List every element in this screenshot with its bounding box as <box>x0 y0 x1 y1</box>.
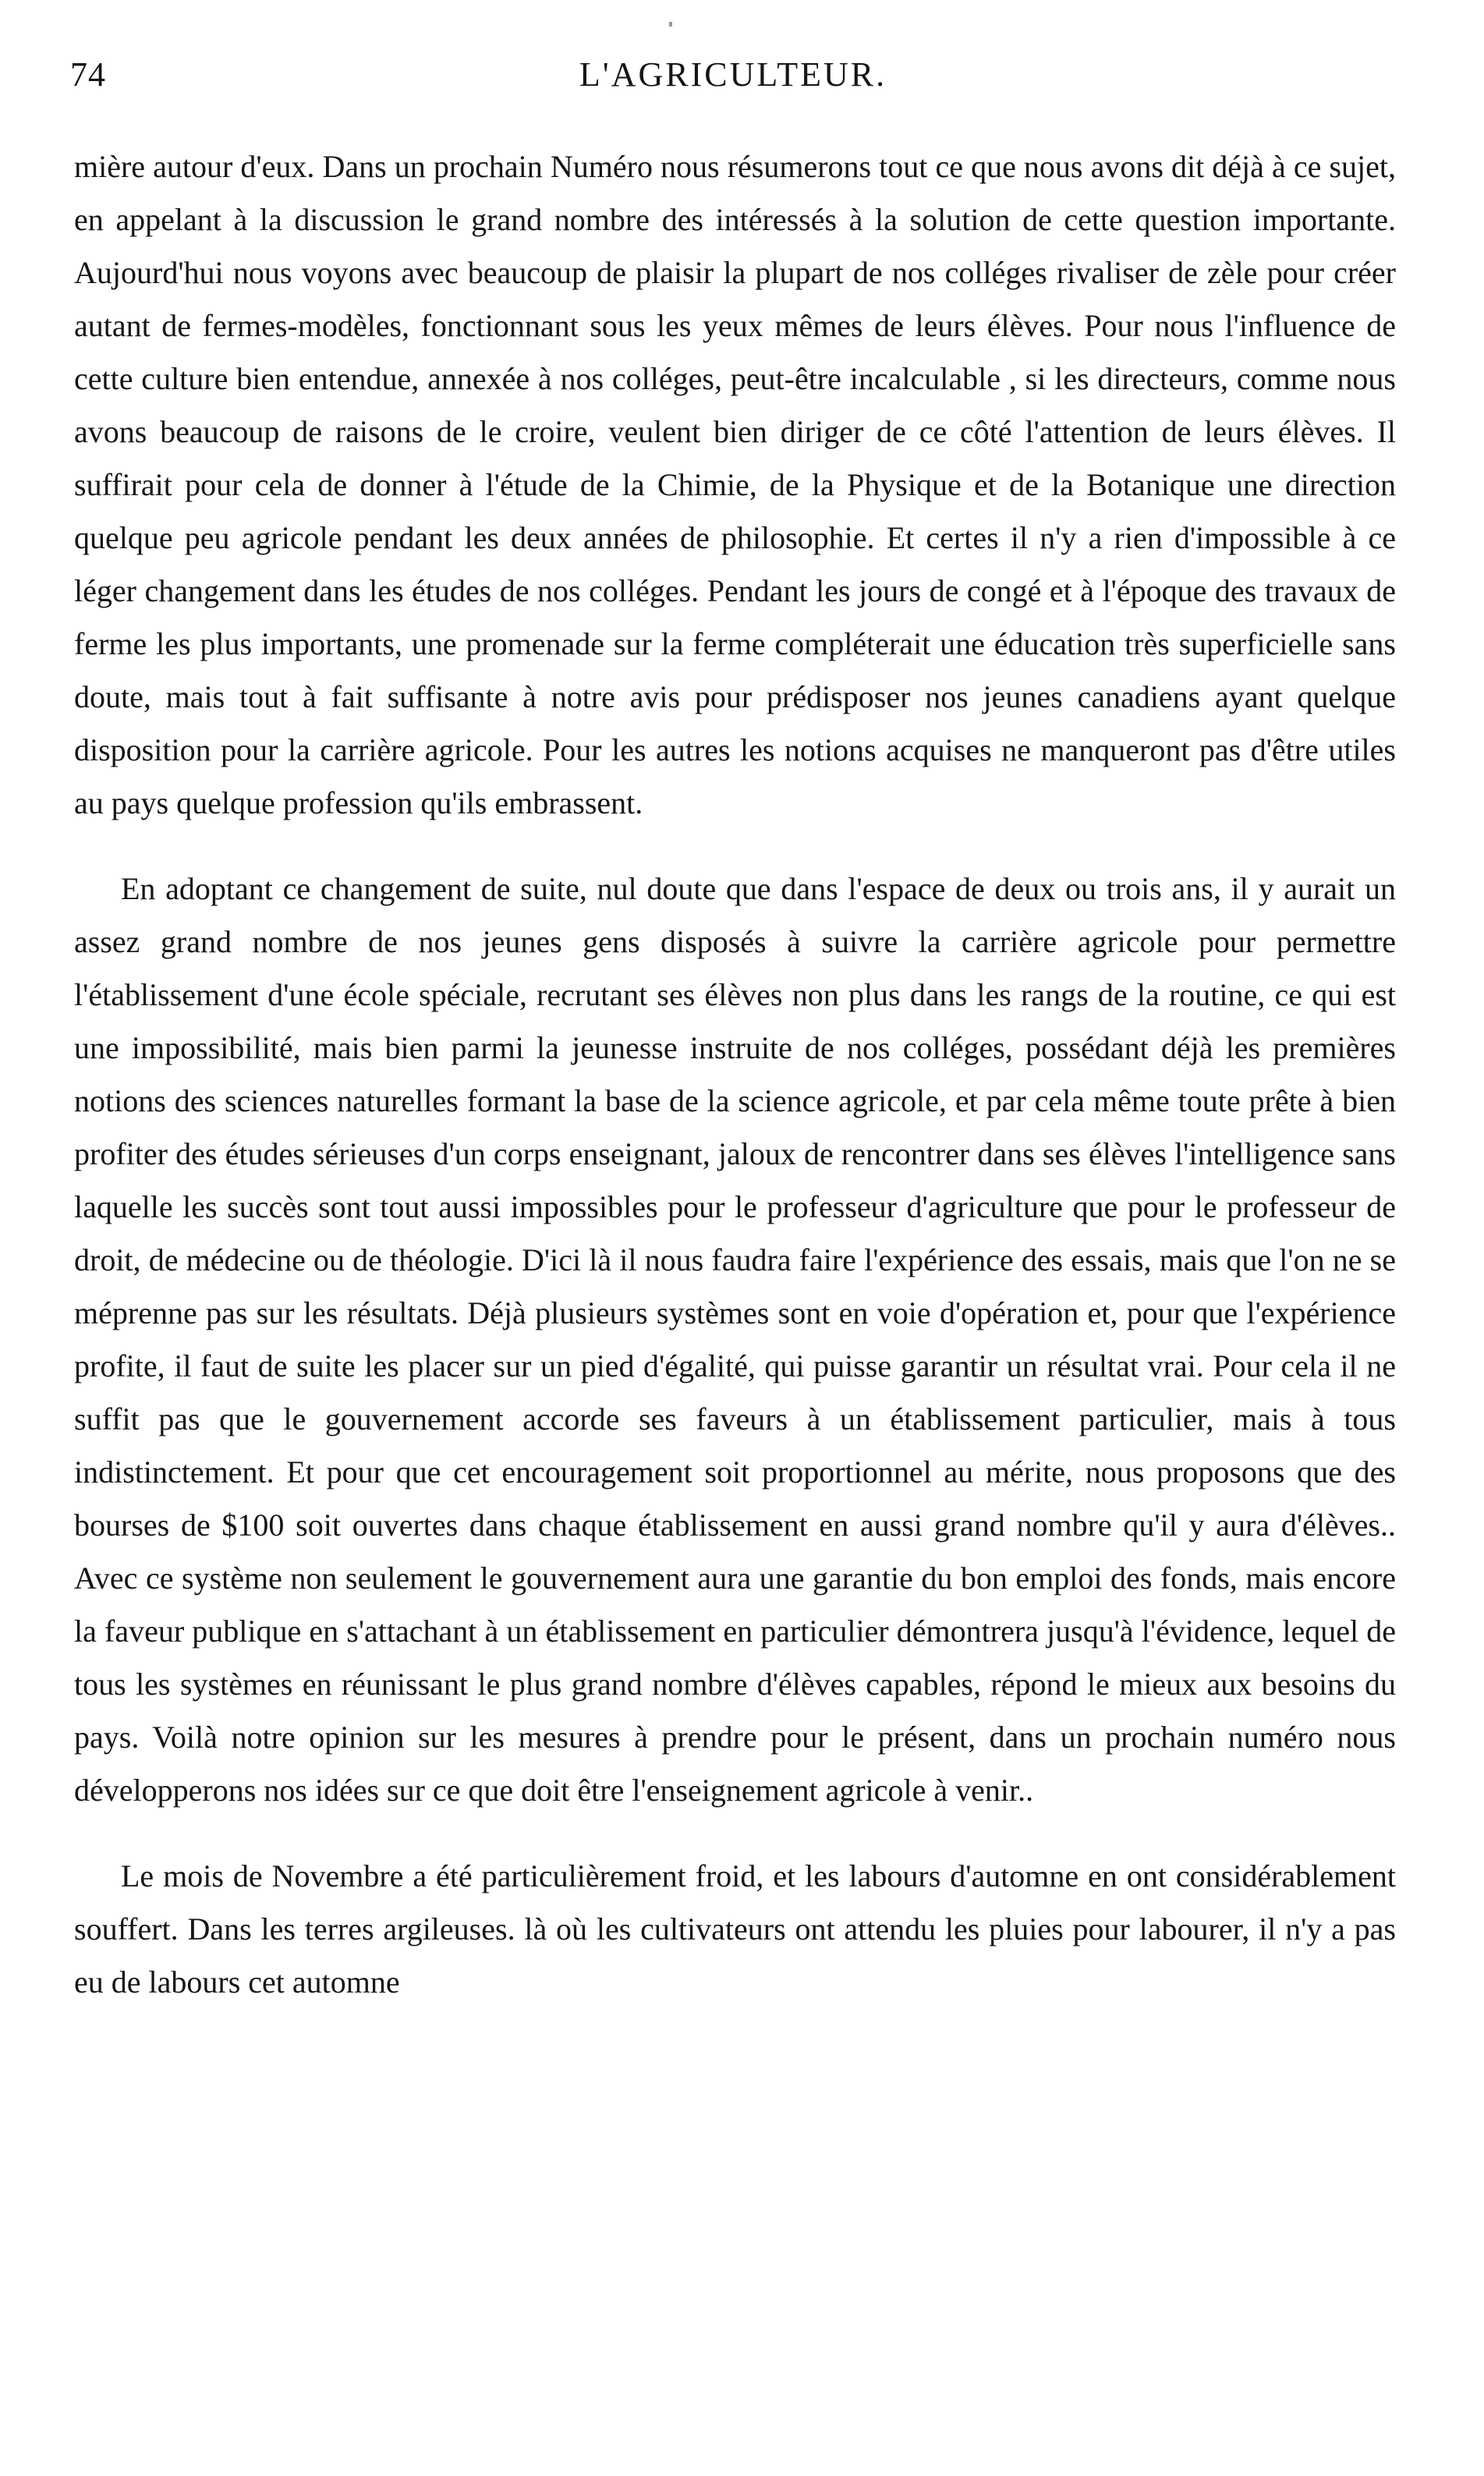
paragraph-3: Le mois de Novembre a été particulièrement froid, et les labours d'automne en ont considérablement souffert. Dans les terres argileuses. là où les cultivateurs ont attendu les pluies pour labourer, il n'y a pas eu de labours cet automne <box>74 1858 1396 2000</box>
page-number: 74 <box>70 55 106 94</box>
scan-speck <box>669 22 672 27</box>
running-title: L'AGRICULTEUR. <box>579 55 887 94</box>
paragraph-1: mière autour d'eux. Dans un prochain Numéro nous résumerons tout ce que nous avons dit déjà à ce sujet, en appelant à la discussion le grand nombre des intéressés à la solution de cette question importante. Aujourd'hui nous voyons avec beaucoup de plaisir la plupart de nos colléges rivaliser de zèle pour créer autant de fermes-modèles, fonctionnant sous les yeux mêmes de leurs élèves. Pour nous l'influence de cette culture bien entendue, annexée à nos colléges, peut-être incalculable , si les directeurs, comme nous avons beaucoup de raisons de le croire, veulent bien diriger de ce côté l'attention de leurs élèves. Il suffirait pour cela de donner à l'étude de la Chimie, de la Physique et de la Botanique une direction quelque peu agricole pendant les deux années de philosophie. Et certes il n'y a rien d'impossible à ce léger changement dans les études de nos colléges. Pendant les jours de congé et à l'époque des travaux de ferme les plus importants, une promenade sur la ferme compléterait une éducation très superficielle sans doute, mais tout à fait suffisante à notre avis pour prédisposer nos jeunes canadiens ayant quelque disposition pour la carrière agricole. Pour les autres les notions acquises ne manqueront pas d'être utiles au pays quelque profession qu'ils embrassent. <box>74 149 1396 820</box>
page-header <box>70 55 1396 117</box>
paragraph-2: En adoptant ce changement de suite, nul doute que dans l'espace de deux ou trois ans, il y aurait un assez grand nombre de nos jeunes gens disposés à suivre la carrière agricole pour permettre l'établissement d'une école spéciale, recrutant ses élèves non plus dans les rangs de la routine, ce qui est une impossibilité, mais bien parmi la jeunesse instruite de nos colléges, possédant déjà les premières notions des sciences naturelles formant la base de la science agricole, et par cela même toute prête à bien profiter des études sérieuses d'un corps enseignant, jaloux de rencontrer dans ses élèves l'intelligence sans laquelle les succès sont tout aussi impossibles pour le professeur d'agriculture que pour le professeur de droit, de médecine ou de théologie. D'ici là il nous faudra faire l'expérience des essais, mais que l'on ne se méprenne pas sur les résultats. Déjà plusieurs systèmes sont en voie d'opération et, pour que l'expérience profite, il faut de suite les placer sur un pied d'égalité, qui puisse garantir un résultat vrai. Pour cela il ne suffit pas que le gouvernement accorde ses faveurs à un établissement particulier, mais à tous indistinctement. Et pour que cet encouragement soit proportionnel au mérite, nous proposons que des bourses de $100 soit ouvertes dans chaque établissement en aussi grand nombre qu'il y aura d'élèves.. Avec ce système non seulement le gouvernement aura une garantie du bon emploi des fonds, mais encore la faveur publique en s'attachant à un établissement en particulier démontrera jusqu'à l'évidence, lequel de tous les systèmes en réunissant le plus grand nombre d'élèves capables, répond le mieux aux besoins du pays. Voilà notre opinion sur les mesures à prendre pour le présent, dans un prochain numéro nous développerons nos idées sur ce que doit être l'enseignement agricole à venir.. <box>74 871 1396 1808</box>
article-body <box>74 140 1396 2009</box>
